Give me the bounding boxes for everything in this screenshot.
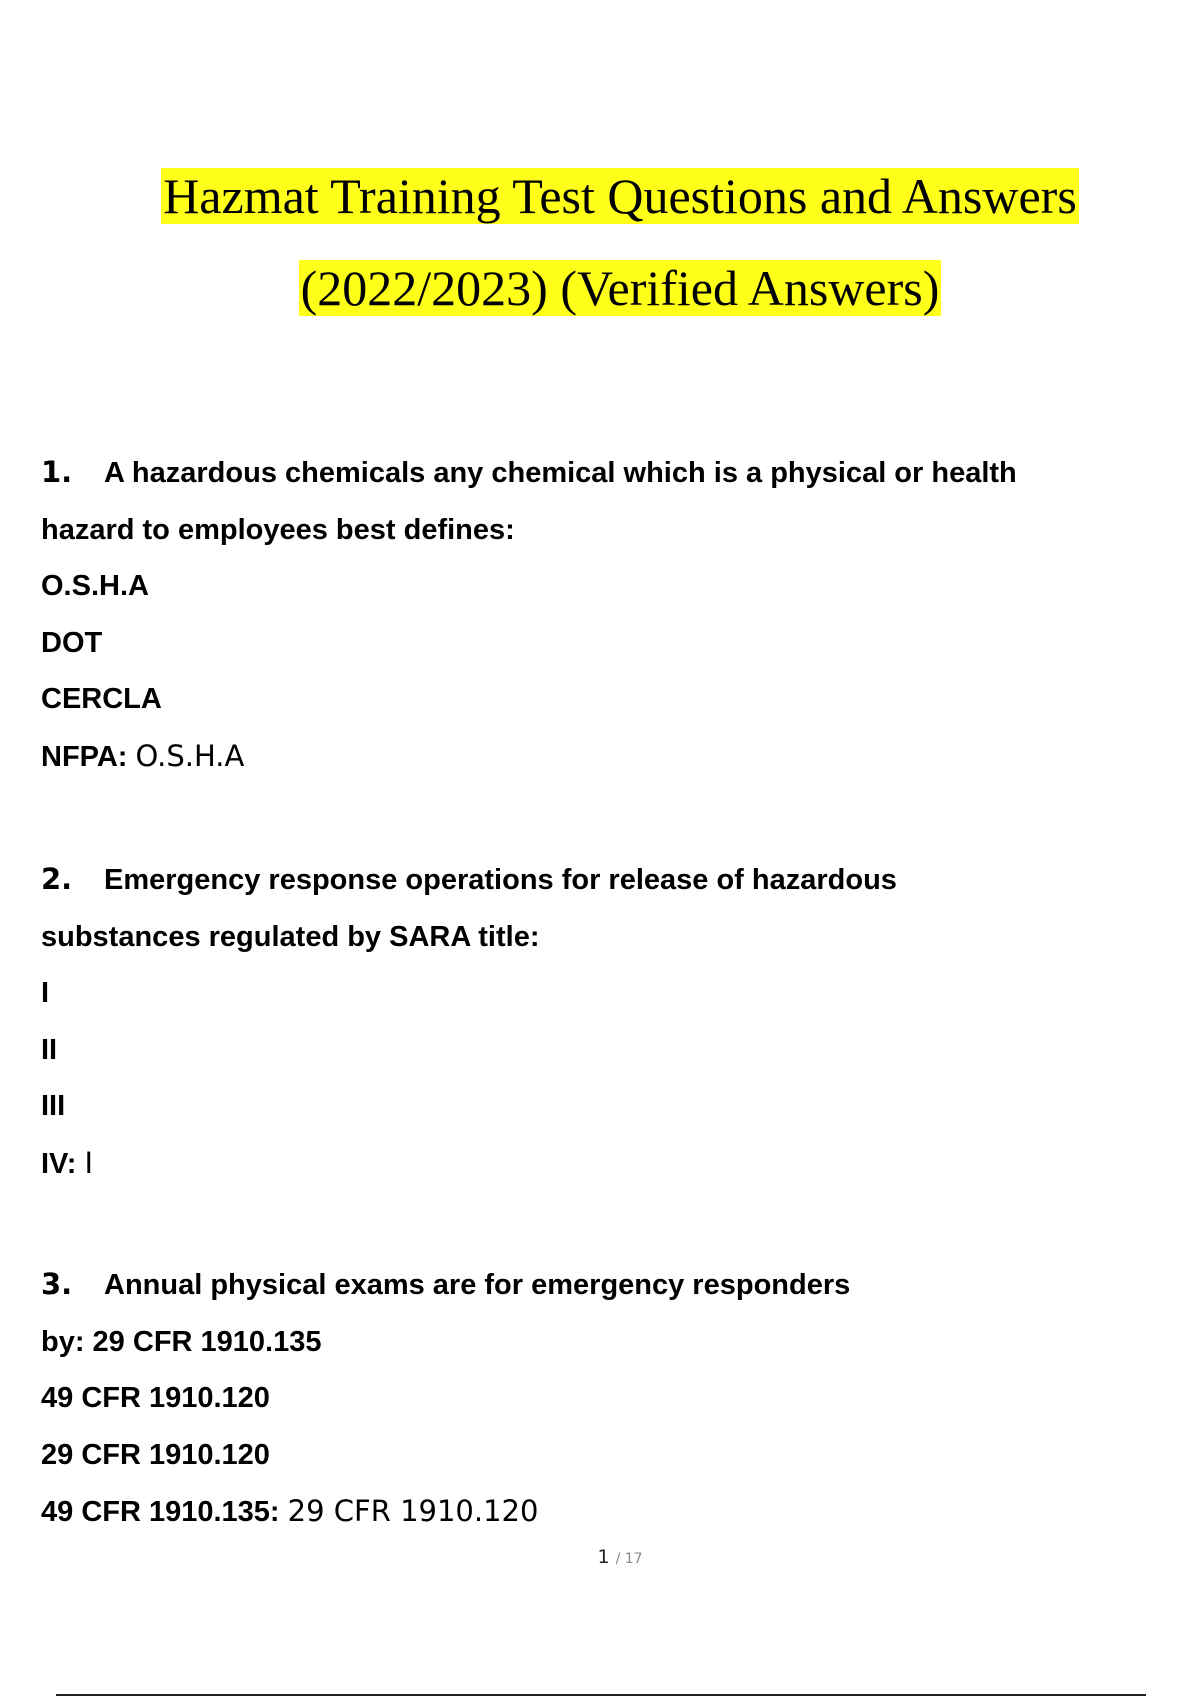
answer: 29 CFR 1910.120 [287,1494,539,1528]
question-text-line [41,851,1161,909]
question-number: 1. [41,455,73,489]
option: O.S.H.A [41,570,149,602]
question-text-line: hazard to employees best defines: [41,513,515,546]
title-highlight-1: Hazmat Training Test Questions and Answers [163,168,1077,224]
answer: O.S.H.A [135,738,245,773]
question-text-line [41,1256,1161,1314]
option: 29 CFR 1910.120 [41,1438,270,1471]
title-line-2 [0,242,1200,334]
option: DOT [41,626,103,659]
question-number: 3. [41,1267,73,1301]
answer: I [84,1145,94,1180]
question-text: Annual physical exams are for emergency responders [104,1269,851,1301]
page-number [0,1546,1200,1568]
page-current: 1 [597,1546,610,1568]
question-3 [41,1256,1161,1541]
question-text-line: by: 29 CFR 1910.135 [41,1325,322,1358]
option-with-answer [41,728,1161,786]
option: III [41,1090,66,1122]
question-text: Emergency response operations for release of hazardous [104,864,897,896]
title-highlight-2: (2022/2023) (Verified Answers) [300,260,940,316]
question-text-line [41,444,1161,502]
option-with-answer [41,1135,1161,1193]
option: IV: [41,1147,77,1180]
question-1 [41,444,1161,785]
question-text: A hazardous chemicals any chemical which is a physical or health [104,457,1017,489]
question-text-line: substances regulated by SARA title: [41,920,540,953]
option: CERCLA [41,683,162,715]
option: I [41,977,50,1009]
page-bottom-divider [56,1694,1146,1696]
document-title [0,150,1200,334]
question-2 [41,851,1161,1192]
page-total: / 17 [615,1551,643,1567]
option-with-answer [41,1483,1161,1541]
option: NFPA: [41,740,128,773]
question-number: 2. [41,862,73,896]
option: 49 CFR 1910.135: [41,1496,280,1528]
option: II [41,1033,58,1066]
option: 49 CFR 1910.120 [41,1382,270,1414]
title-line-1 [0,150,1200,242]
